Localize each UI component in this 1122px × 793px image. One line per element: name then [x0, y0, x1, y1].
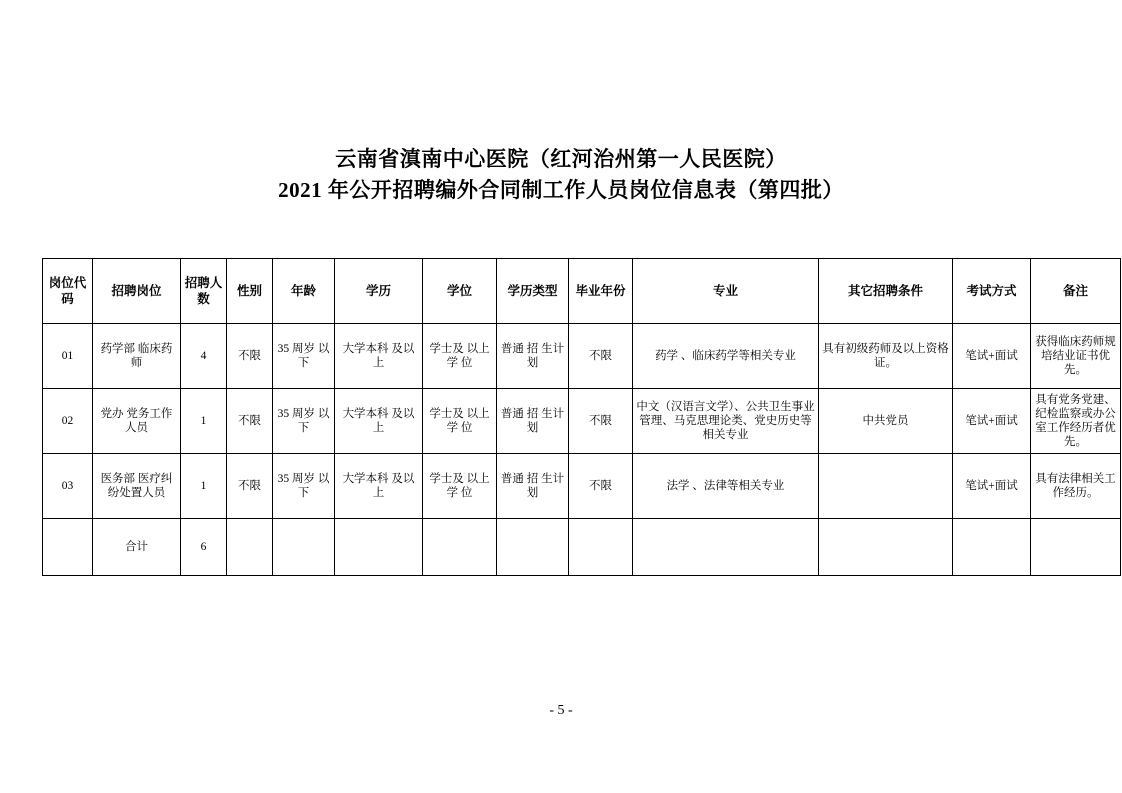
- recruitment-table: [42, 258, 1121, 576]
- cell-remarks: 具有党务党建、纪检监察或办公室工作经历者优先。: [1031, 389, 1121, 454]
- header-grad-year: 毕业年份: [569, 259, 633, 324]
- cell-count: 1: [181, 454, 227, 519]
- cell-age: 35 周岁 以下: [273, 324, 335, 389]
- cell-remarks: 具有法律相关工作经历。: [1031, 454, 1121, 519]
- total-cell-exam-method: [953, 519, 1031, 576]
- document-title: [0, 144, 1122, 206]
- total-count: 6: [181, 519, 227, 576]
- cell-education-type: 普通 招 生计划: [497, 454, 569, 519]
- header-exam-method: 考试方式: [953, 259, 1031, 324]
- header-education-type: 学历类型: [497, 259, 569, 324]
- cell-age: 35 周岁 以下: [273, 454, 335, 519]
- header-other-conditions: 其它招聘条件: [819, 259, 953, 324]
- table-total-row: [43, 519, 1121, 576]
- page-number: - 5 -: [549, 703, 573, 718]
- cell-exam-method: 笔试+面试: [953, 454, 1031, 519]
- total-cell-age: [273, 519, 335, 576]
- title-line-1: 云南省滇南中心医院（红河治州第一人民医院）: [335, 147, 787, 171]
- cell-degree: 学士及 以上学 位: [423, 454, 497, 519]
- cell-major: 中文（汉语言文学）、公共卫生事业管理、马克思理论类、党史历史等相关专业: [633, 389, 819, 454]
- total-cell-degree: [423, 519, 497, 576]
- table-row: [43, 324, 1121, 389]
- header-major: 专业: [633, 259, 819, 324]
- total-cell-gender: [227, 519, 273, 576]
- header-position: 招聘岗位: [93, 259, 181, 324]
- cell-grad-year: 不限: [569, 389, 633, 454]
- cell-count: 1: [181, 389, 227, 454]
- header-remarks: 备注: [1031, 259, 1121, 324]
- header-gender: 性别: [227, 259, 273, 324]
- cell-education: 大学本科 及以上: [335, 324, 423, 389]
- recruitment-table-wrapper: [42, 258, 1116, 576]
- table-header-row: [43, 259, 1121, 324]
- cell-grad-year: 不限: [569, 324, 633, 389]
- cell-position: 医务部 医疗纠纷处置人员: [93, 454, 181, 519]
- cell-code: 03: [43, 454, 93, 519]
- cell-other-conditions: 中共党员: [819, 389, 953, 454]
- cell-major: 法学 、法律等相关专业: [633, 454, 819, 519]
- cell-position: 药学部 临床药师: [93, 324, 181, 389]
- cell-education: 大学本科 及以上: [335, 389, 423, 454]
- cell-other-conditions: 具有初级药师及以上资格证。: [819, 324, 953, 389]
- total-cell-education: [335, 519, 423, 576]
- cell-exam-method: 笔试+面试: [953, 324, 1031, 389]
- cell-code: 01: [43, 324, 93, 389]
- cell-gender: 不限: [227, 454, 273, 519]
- cell-major: 药学 、临床药学等相关专业: [633, 324, 819, 389]
- cell-gender: 不限: [227, 389, 273, 454]
- total-cell-major: [633, 519, 819, 576]
- cell-code: 02: [43, 389, 93, 454]
- header-education: 学历: [335, 259, 423, 324]
- total-cell-other-conditions: [819, 519, 953, 576]
- cell-count: 4: [181, 324, 227, 389]
- header-age: 年龄: [273, 259, 335, 324]
- cell-education-type: 普通 招 生计划: [497, 389, 569, 454]
- cell-remarks: 获得临床药师规培结业证书优先。: [1031, 324, 1121, 389]
- cell-gender: 不限: [227, 324, 273, 389]
- cell-degree: 学士及 以上学 位: [423, 324, 497, 389]
- header-count: 招聘人数: [181, 259, 227, 324]
- cell-exam-method: 笔试+面试: [953, 389, 1031, 454]
- header-degree: 学位: [423, 259, 497, 324]
- cell-degree: 学士及 以上学 位: [423, 389, 497, 454]
- total-cell-education-type: [497, 519, 569, 576]
- header-code: 岗位代码: [43, 259, 93, 324]
- total-cell-remarks: [1031, 519, 1121, 576]
- cell-position: 党办 党务工作人员: [93, 389, 181, 454]
- total-cell-code: [43, 519, 93, 576]
- cell-education-type: 普通 招 生计划: [497, 324, 569, 389]
- title-line-2: 2021 年公开招聘编外合同制工作人员岗位信息表（第四批）: [278, 178, 844, 202]
- cell-other-conditions: [819, 454, 953, 519]
- total-cell-grad-year: [569, 519, 633, 576]
- cell-age: 35 周岁 以下: [273, 389, 335, 454]
- total-label: 合计: [93, 519, 181, 576]
- table-row: [43, 389, 1121, 454]
- table-row: [43, 454, 1121, 519]
- cell-grad-year: 不限: [569, 454, 633, 519]
- cell-education: 大学本科 及以上: [335, 454, 423, 519]
